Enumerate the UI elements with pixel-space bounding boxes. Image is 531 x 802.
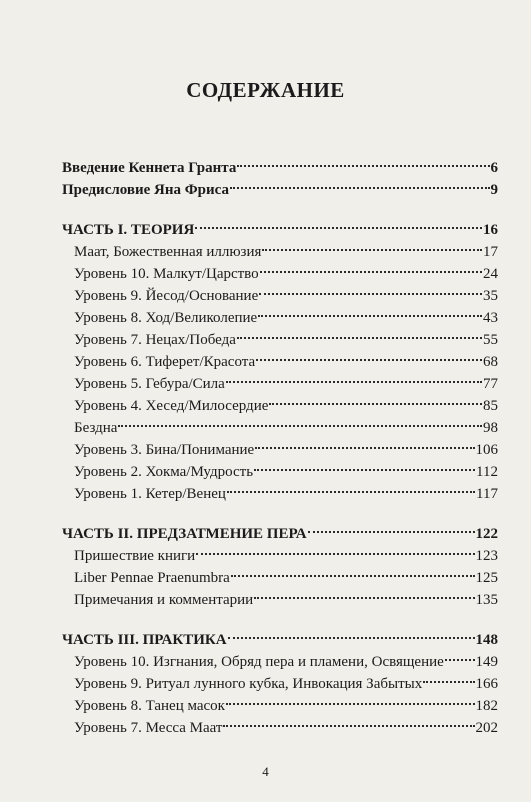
toc-entry-title: Уровень 7. Месса Маат: [74, 720, 223, 736]
dot-leader: [228, 622, 475, 644]
toc-entry-title: Уровень 10. Малкут/Царство: [74, 266, 259, 282]
dot-leader: [227, 476, 475, 498]
dot-leader: [254, 582, 474, 604]
toc-entry-title: Уровень 4. Хесед/Милосердие: [74, 398, 269, 414]
toc-part-heading[interactable]: [62, 212, 498, 238]
toc-entry-page-number: 166: [475, 676, 498, 692]
dot-leader: [269, 388, 482, 410]
table-of-contents: [62, 150, 498, 736]
toc-entry-page-number: 68: [483, 354, 498, 370]
toc-entry-page-number: 17: [483, 244, 498, 260]
toc-entry-title: Бездна: [74, 420, 118, 436]
toc-entry-page-number: 125: [475, 570, 498, 586]
toc-entry-page-number: 9: [490, 182, 498, 198]
toc-entry-page-number: 149: [475, 654, 498, 670]
toc-entry[interactable]: [62, 410, 498, 436]
toc-entry-title: Уровень 2. Хокма/Мудрость: [74, 464, 254, 480]
toc-entry-page-number: 35: [483, 288, 498, 304]
dot-leader: [231, 560, 475, 582]
toc-entry-title: Уровень 8. Ход/Великолепие: [74, 310, 258, 326]
toc-entry-title: ЧАСТЬ I. ТЕОРИЯ: [62, 222, 195, 238]
dot-leader: [260, 256, 482, 278]
toc-entry-page-number: 182: [475, 698, 498, 714]
toc-entry-page-number: 98: [483, 420, 498, 436]
dot-leader: [259, 278, 482, 300]
toc-entry-page-number: 148: [475, 632, 498, 648]
toc-entry-page-number: 85: [483, 398, 498, 414]
toc-entry-page-number: 122: [475, 526, 498, 542]
page-title: СОДЕРЖАНИЕ: [186, 78, 345, 102]
toc-entry-page-number: 43: [483, 310, 498, 326]
dot-leader: [237, 150, 489, 172]
toc-entry-page-number: 6: [490, 160, 498, 176]
toc-part-heading[interactable]: [62, 622, 498, 648]
toc-part-heading[interactable]: [62, 516, 498, 542]
toc-entry-title: Уровень 6. Тиферет/Красота: [74, 354, 256, 370]
toc-entry-front-matter[interactable]: [62, 150, 498, 176]
toc-entry-title: Уровень 1. Кетер/Венец: [74, 486, 226, 502]
toc-part-3: [62, 622, 498, 736]
toc-entry-title: ЧАСТЬ III. ПРАКТИКА: [62, 632, 227, 648]
dot-leader: [255, 432, 474, 454]
toc-entry-page-number: 24: [483, 266, 498, 282]
dot-leader: [226, 366, 482, 388]
toc-entry-title: Уровень 9. Йесод/Основание: [74, 288, 259, 304]
dot-leader: [195, 212, 482, 234]
toc-part-1: [62, 212, 498, 502]
dot-leader: [226, 688, 475, 710]
toc-entry-title: Предисловие Яна Фриса: [62, 182, 229, 198]
dot-leader: [223, 710, 474, 732]
toc-entry-page-number: 112: [476, 464, 498, 480]
page-number: 4: [262, 764, 269, 779]
toc-entry-title: Уровень 7. Нецах/Победа: [74, 332, 236, 348]
toc-entry-page-number: 202: [475, 720, 498, 736]
toc-part-2: [62, 516, 498, 608]
toc-entry-page-number: 117: [476, 486, 498, 502]
toc-entry[interactable]: [62, 432, 498, 458]
dot-leader: [230, 172, 490, 194]
toc-entry-page-number: 16: [483, 222, 498, 238]
toc-entry-page-number: 123: [475, 548, 498, 564]
toc-entry-title: Пришествие книги: [74, 548, 196, 564]
dot-leader: [118, 410, 482, 432]
toc-entry-title: ЧАСТЬ II. ПРЕДЗАТМЕНИЕ ПЕРА: [62, 526, 307, 542]
dot-leader: [258, 300, 482, 322]
toc-entry-title: Введение Кеннета Гранта: [62, 160, 237, 176]
toc-entry-page-number: 106: [475, 442, 498, 458]
toc-entry-page-number: 135: [475, 592, 498, 608]
toc-entry-title: Liber Pennae Praenumbra: [74, 570, 230, 586]
dot-leader: [445, 644, 475, 666]
toc-intro-section: [62, 150, 498, 198]
toc-entry-title: Уровень 8. Танец масок: [74, 698, 225, 714]
dot-leader: [256, 344, 482, 366]
dot-leader: [308, 516, 475, 538]
dot-leader: [423, 666, 474, 688]
dot-leader: [237, 322, 482, 344]
dot-leader: [196, 538, 474, 560]
dot-leader: [262, 234, 482, 256]
toc-entry-title: Уровень 9. Ритуал лунного кубка, Инвокация Забытых: [74, 676, 423, 692]
toc-entry-page-number: 77: [483, 376, 498, 392]
toc-entry-title: Уровень 3. Бина/Понимание: [74, 442, 255, 458]
dot-leader: [254, 454, 475, 476]
toc-entry-title: Маат, Божественная иллюзия: [74, 244, 262, 260]
toc-entry-title: Примечания и комментарии: [74, 592, 254, 608]
toc-entry-title: Уровень 5. Гебура/Сила: [74, 376, 225, 392]
toc-entry-page-number: 55: [483, 332, 498, 348]
toc-entry-title: Уровень 10. Изгнания, Обряд пера и пламени, Освящение: [74, 654, 444, 670]
